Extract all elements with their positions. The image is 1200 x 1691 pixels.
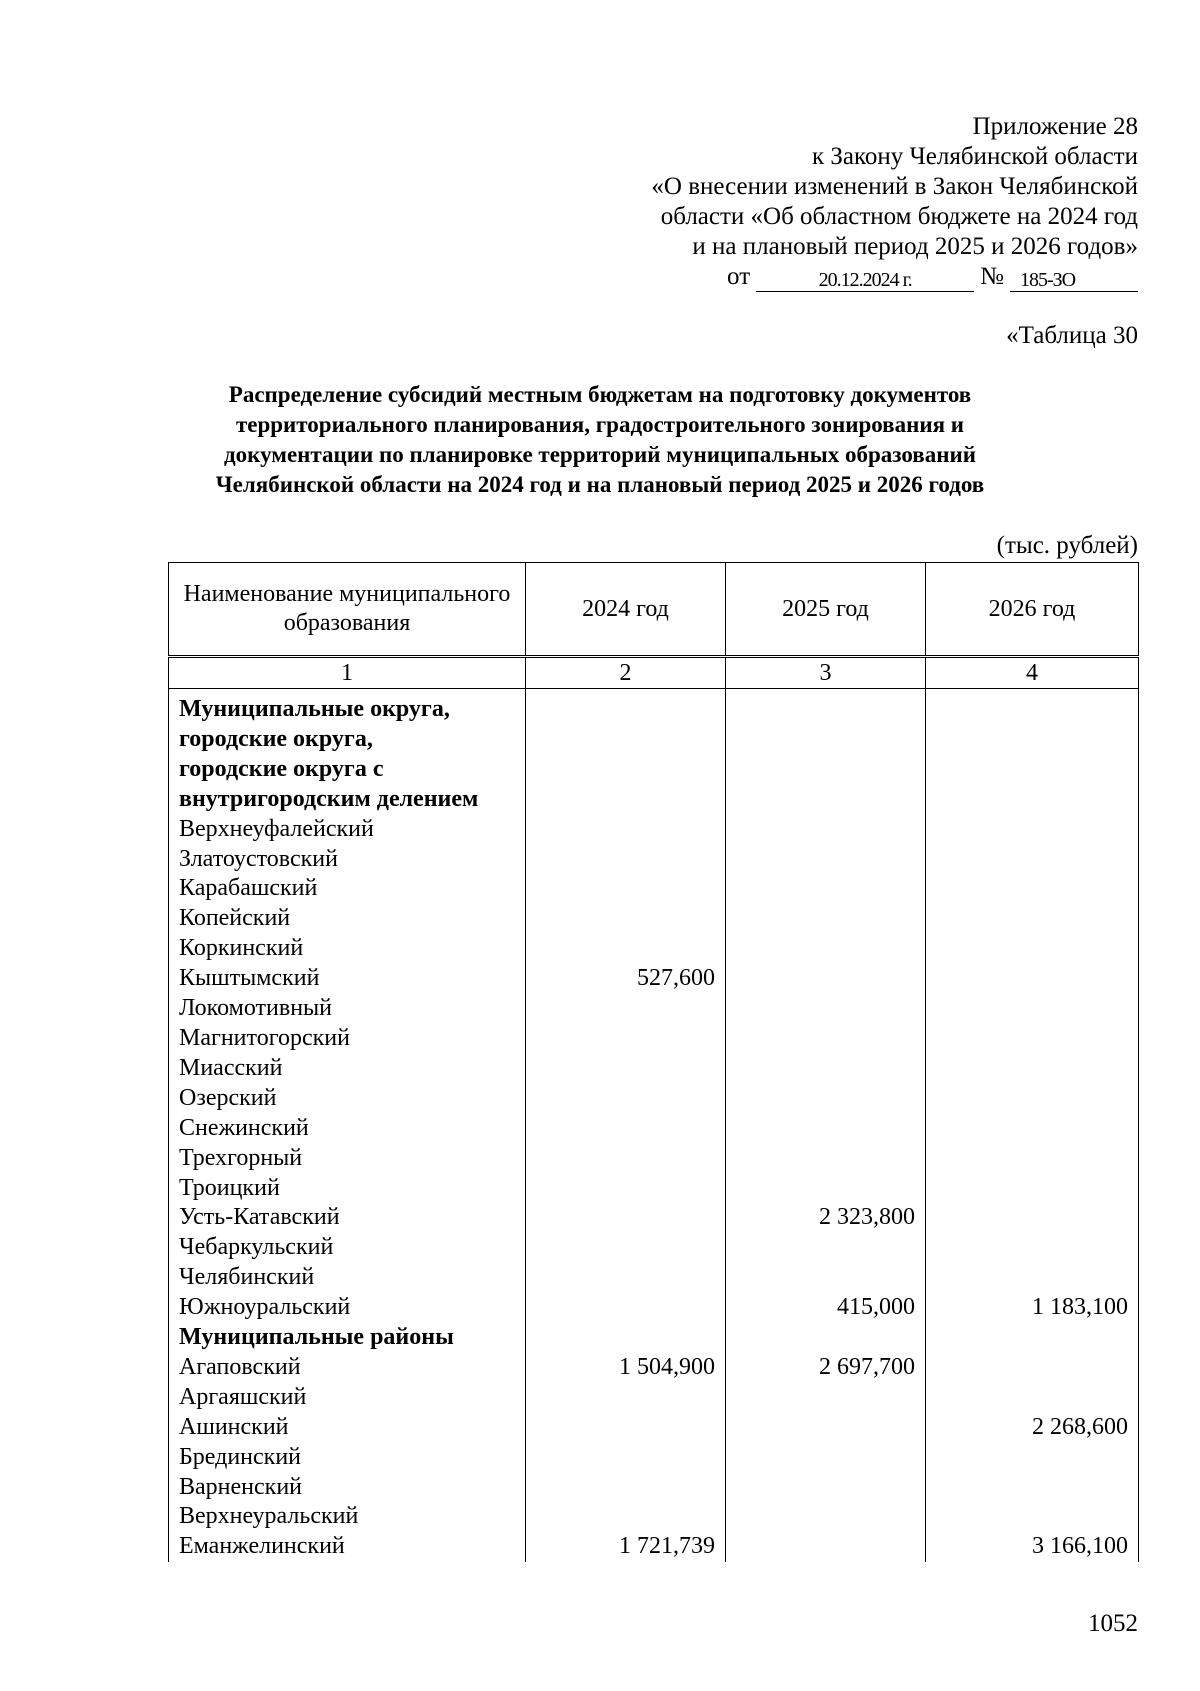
municipality-name: Брединский — [169, 1443, 526, 1473]
column-number-1: 1 — [169, 657, 526, 689]
value-2025 — [726, 1473, 926, 1503]
value-2026 — [926, 934, 1139, 964]
table-body — [169, 689, 1139, 1563]
value-2024 — [526, 1024, 726, 1054]
value-2025 — [726, 1233, 926, 1263]
page-number: 1052 — [1088, 1610, 1138, 1637]
table-row — [169, 785, 1139, 815]
value-2024 — [526, 785, 726, 815]
value-2025 — [726, 1413, 926, 1443]
value-2025 — [726, 1144, 926, 1174]
table-row — [169, 755, 1139, 785]
municipality-name: Коркинский — [169, 934, 526, 964]
value-2026 — [926, 1263, 1139, 1293]
value-2026: 1 183,100 — [926, 1293, 1139, 1323]
law-number: 185-ЗО — [1010, 269, 1138, 292]
municipality-name: Муниципальные округа, — [169, 689, 526, 725]
value-2026 — [926, 1502, 1139, 1532]
value-2024 — [526, 1114, 726, 1144]
value-2024 — [526, 1473, 726, 1503]
value-2025 — [726, 934, 926, 964]
value-2025 — [726, 994, 926, 1024]
unit-label: (тыс. рублей) — [996, 532, 1138, 559]
value-2024 — [526, 815, 726, 845]
value-2026 — [926, 1084, 1139, 1114]
table-row — [169, 1084, 1139, 1114]
municipality-name: Варненский — [169, 1473, 526, 1503]
title-line-3: документации по планировке территорий муниципальных образований — [224, 442, 976, 467]
value-2024 — [526, 689, 726, 725]
table-row — [169, 1054, 1139, 1084]
municipality-name: Ашинский — [169, 1413, 526, 1443]
value-2026 — [926, 1144, 1139, 1174]
table-row — [169, 1024, 1139, 1054]
value-2026 — [926, 904, 1139, 934]
value-2026 — [926, 1203, 1139, 1233]
value-2026 — [926, 815, 1139, 845]
appendix-line-3: «О внесении изменений в Закон Челябинской — [651, 173, 1138, 200]
appendix-line-4: области «Об областном бюджете на 2024 год — [660, 203, 1138, 230]
municipality-name: городские округа с — [169, 755, 526, 785]
table-row — [169, 1532, 1139, 1562]
value-2024 — [526, 1203, 726, 1233]
table-row — [169, 904, 1139, 934]
table-row — [169, 725, 1139, 755]
value-2024 — [526, 1413, 726, 1443]
value-2026 — [926, 1383, 1139, 1413]
value-2025: 2 323,800 — [726, 1203, 926, 1233]
value-2024: 527,600 — [526, 964, 726, 994]
value-2026 — [926, 725, 1139, 755]
table-row — [169, 1443, 1139, 1473]
municipality-name: Кыштымский — [169, 964, 526, 994]
table-row — [169, 1174, 1139, 1204]
table-header-row — [169, 563, 1139, 657]
header-2024: 2024 год — [526, 563, 726, 657]
value-2024 — [526, 1293, 726, 1323]
appendix-line-5: и на плановый период 2025 и 2026 годов» — [692, 233, 1138, 260]
value-2026 — [926, 1114, 1139, 1144]
value-2024 — [526, 874, 726, 904]
value-2024 — [526, 1443, 726, 1473]
table-row — [169, 1353, 1139, 1383]
municipality-name: Локомотивный — [169, 994, 526, 1024]
municipality-name: Карабашский — [169, 874, 526, 904]
municipality-name: Златоустовский — [169, 845, 526, 875]
table-row — [169, 1323, 1139, 1353]
header-municipality: Наименование муниципального образования — [169, 563, 526, 657]
municipality-name: Еманжелинский — [169, 1532, 526, 1562]
title-line-4: Челябинской области на 2024 год и на плановый период 2025 и 2026 годов — [215, 472, 985, 497]
value-2026 — [926, 874, 1139, 904]
value-2025: 2 697,700 — [726, 1353, 926, 1383]
table-row — [169, 689, 1139, 725]
subsidy-table — [168, 562, 1139, 1562]
appendix-line-1: Приложение 28 — [972, 113, 1138, 140]
table-row — [169, 964, 1139, 994]
value-2026 — [926, 1174, 1139, 1204]
column-number-row — [169, 657, 1139, 689]
value-2025 — [726, 964, 926, 994]
table-row — [169, 1203, 1139, 1233]
value-2025 — [726, 1084, 926, 1114]
value-2025 — [726, 1323, 926, 1353]
number-label: № — [980, 263, 1004, 290]
column-number-3: 3 — [726, 657, 926, 689]
value-2026 — [926, 1054, 1139, 1084]
value-2025 — [726, 1054, 926, 1084]
value-2024 — [526, 1323, 726, 1353]
value-2026 — [926, 689, 1139, 725]
value-2025 — [726, 755, 926, 785]
value-2025 — [726, 689, 926, 725]
value-2024 — [526, 1233, 726, 1263]
municipality-name: Трехгорный — [169, 1144, 526, 1174]
value-2025 — [726, 725, 926, 755]
municipality-name: Копейский — [169, 904, 526, 934]
title-line-1: Распределение субсидий местным бюджетам на подготовку документов — [228, 382, 972, 407]
municipality-name: Троицкий — [169, 1174, 526, 1204]
header-2025: 2025 год — [726, 563, 926, 657]
municipality-name: Агаповский — [169, 1353, 526, 1383]
value-2026 — [926, 1473, 1139, 1503]
appendix-header — [438, 112, 1138, 292]
table-row — [169, 1114, 1139, 1144]
value-2026 — [926, 845, 1139, 875]
value-2026 — [926, 755, 1139, 785]
appendix-line-2: к Закону Челябинской области — [812, 143, 1138, 170]
municipality-name: Верхнеуфалейский — [169, 815, 526, 845]
table-row — [169, 874, 1139, 904]
municipality-name: Озерский — [169, 1084, 526, 1114]
value-2026: 2 268,600 — [926, 1413, 1139, 1443]
municipality-name: Челябинский — [169, 1263, 526, 1293]
value-2025 — [726, 1532, 926, 1562]
value-2025 — [726, 815, 926, 845]
column-number-4: 4 — [926, 657, 1139, 689]
document-title — [150, 380, 1050, 500]
municipality-name: Снежинский — [169, 1114, 526, 1144]
value-2024 — [526, 1263, 726, 1293]
value-2025 — [726, 874, 926, 904]
value-2026 — [926, 1443, 1139, 1473]
municipality-name: Миасский — [169, 1054, 526, 1084]
value-2024: 1 504,900 — [526, 1353, 726, 1383]
value-2026 — [926, 785, 1139, 815]
value-2024 — [526, 1174, 726, 1204]
value-2025 — [726, 1024, 926, 1054]
value-2025 — [726, 904, 926, 934]
value-2024 — [526, 1502, 726, 1532]
column-number-2: 2 — [526, 657, 726, 689]
municipality-name: городские округа, — [169, 725, 526, 755]
municipality-name: Муниципальные районы — [169, 1323, 526, 1353]
municipality-name: Чебаркульский — [169, 1233, 526, 1263]
table-row — [169, 1502, 1139, 1532]
law-date-number-line — [438, 262, 1138, 292]
value-2025 — [726, 785, 926, 815]
value-2024 — [526, 1383, 726, 1413]
value-2025 — [726, 1383, 926, 1413]
value-2026 — [926, 994, 1139, 1024]
table-row — [169, 845, 1139, 875]
value-2026 — [926, 1024, 1139, 1054]
value-2025 — [726, 1502, 926, 1532]
header-2026: 2026 год — [926, 563, 1139, 657]
value-2026 — [926, 1353, 1139, 1383]
value-2024 — [526, 934, 726, 964]
from-label: от — [727, 263, 751, 290]
value-2026: 3 166,100 — [926, 1532, 1139, 1562]
value-2025 — [726, 845, 926, 875]
municipality-name: Усть-Катавский — [169, 1203, 526, 1233]
value-2024 — [526, 725, 726, 755]
table-row — [169, 934, 1139, 964]
value-2024 — [526, 845, 726, 875]
value-2025 — [726, 1443, 926, 1473]
table-row — [169, 1473, 1139, 1503]
value-2024 — [526, 1054, 726, 1084]
value-2025 — [726, 1263, 926, 1293]
table-row — [169, 815, 1139, 845]
value-2026 — [926, 964, 1139, 994]
title-line-2: территориального планирования, градостроительного зонирования и — [235, 412, 965, 437]
value-2024 — [526, 755, 726, 785]
value-2026 — [926, 1233, 1139, 1263]
value-2024: 1 721,739 — [526, 1532, 726, 1562]
value-2025 — [726, 1114, 926, 1144]
value-2024 — [526, 904, 726, 934]
municipality-name: внутригородским делением — [169, 785, 526, 815]
municipality-name: Магнитогорский — [169, 1024, 526, 1054]
value-2024 — [526, 1144, 726, 1174]
table-row — [169, 1383, 1139, 1413]
table-reference: «Таблица 30 — [1006, 322, 1138, 349]
municipality-name: Верхнеуральский — [169, 1502, 526, 1532]
table-row — [169, 1263, 1139, 1293]
value-2024 — [526, 994, 726, 1024]
table-row — [169, 1144, 1139, 1174]
value-2025 — [726, 1174, 926, 1204]
table-row — [169, 1413, 1139, 1443]
value-2024 — [526, 1084, 726, 1114]
table-row — [169, 1233, 1139, 1263]
municipality-name: Аргаяшский — [169, 1383, 526, 1413]
table-row — [169, 994, 1139, 1024]
value-2025: 415,000 — [726, 1293, 926, 1323]
value-2026 — [926, 1323, 1139, 1353]
law-date: 20.12.2024 г. — [756, 269, 974, 292]
table-row — [169, 1293, 1139, 1323]
municipality-name: Южноуральский — [169, 1293, 526, 1323]
